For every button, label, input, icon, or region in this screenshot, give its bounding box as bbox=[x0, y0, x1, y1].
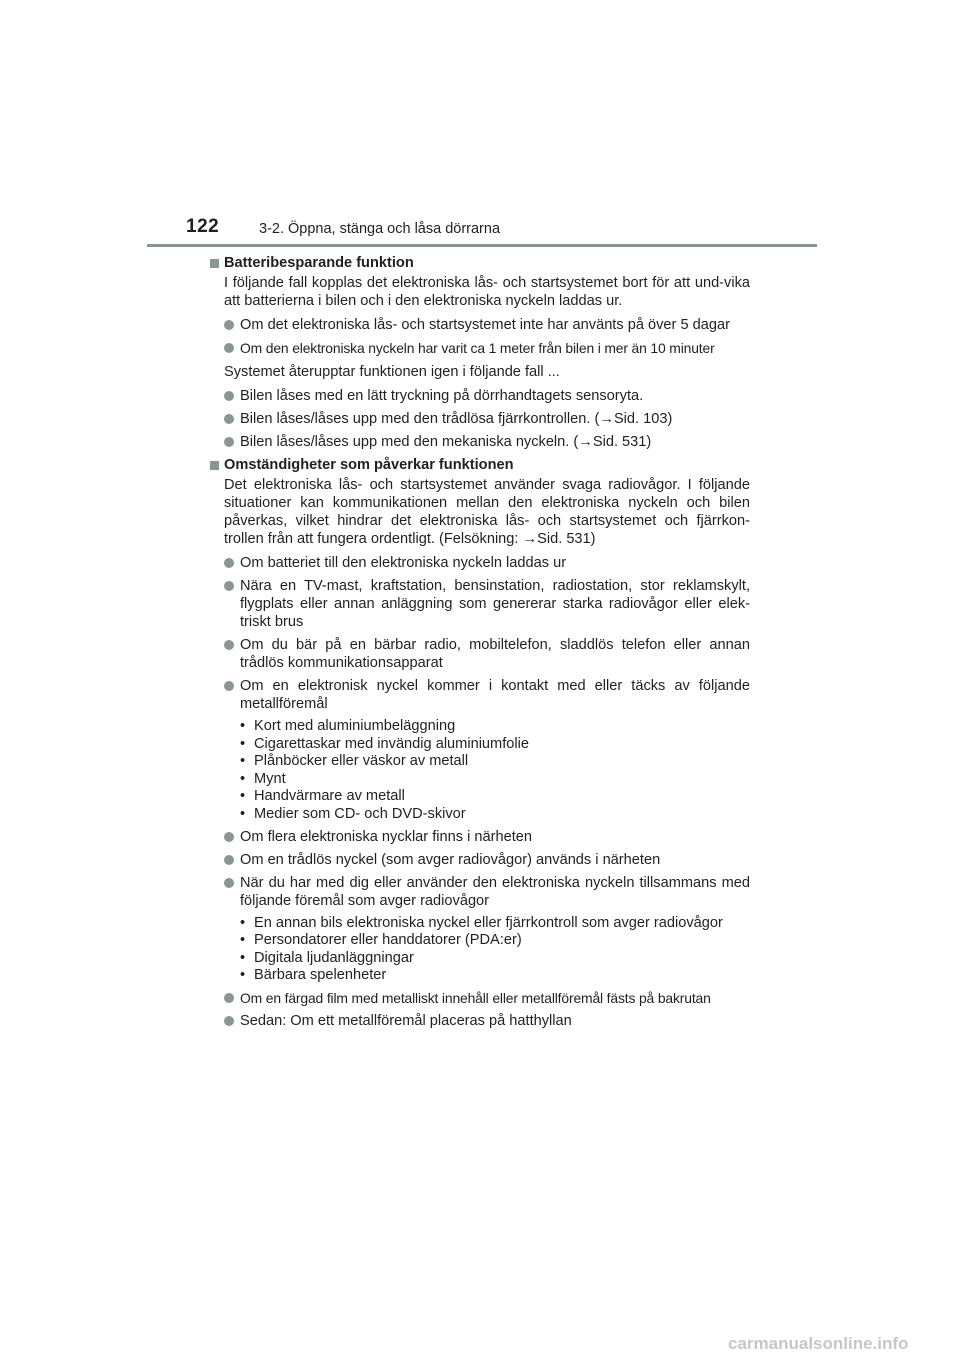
sub-list-item: • Kort med aluminiumbeläggning bbox=[240, 718, 750, 736]
list-item: Bilen låses/låses upp med den trådlösa fjärrkontrollen. (→Sid. 103) bbox=[210, 410, 750, 428]
sub-list-item: • Medier som CD- och DVD-skivor bbox=[240, 806, 750, 824]
list-item: Om batteriet till den elektroniska nyckeln laddas ur bbox=[210, 554, 750, 572]
circle-bullet-icon bbox=[224, 1016, 234, 1026]
circle-bullet-icon bbox=[224, 878, 234, 888]
radio-items-list bbox=[210, 915, 750, 985]
list-item: Om du bär på en bärbar radio, mobiltelefon, sladdlös telefon eller annan trådlös kommunikationsapparat bbox=[210, 636, 750, 672]
header-rule bbox=[147, 244, 817, 247]
square-bullet-icon bbox=[210, 259, 219, 268]
list-item: Om det elektroniska lås- och startsystemet inte har använts på över 5 dagar bbox=[210, 316, 750, 334]
page-header bbox=[0, 0, 960, 250]
page-number: 122 bbox=[186, 216, 220, 237]
circle-bullet-icon bbox=[224, 832, 234, 842]
list-item: Om en färgad film med metalliskt innehåll eller metallföremål fästs på bakrutan bbox=[210, 989, 750, 1007]
circle-bullet-icon bbox=[224, 343, 234, 353]
list-item: Bilen låses med en lätt tryckning på dörrhandtagets sensoryta. bbox=[210, 387, 750, 405]
sub-list-item: • Digitala ljudanläggningar bbox=[240, 950, 750, 968]
circle-bullet-icon bbox=[224, 320, 234, 330]
sub-list-item: • Bärbara spelenheter bbox=[240, 967, 750, 985]
list-item: Sedan: Om ett metallföremål placeras på hatthyllan bbox=[210, 1012, 750, 1030]
list-item: Nära en TV-mast, kraftstation, bensinstation, radiostation, stor reklamskylt, flygplats eller annan anläggning som genererar starka radiovågor eller elek-triskt brus bbox=[210, 577, 750, 631]
sub-list-item: • En annan bils elektroniska nyckel eller fjärrkontroll som avger radiovågor bbox=[240, 915, 750, 933]
circle-bullet-icon bbox=[224, 855, 234, 865]
chapter-title: 3-2. Öppna, stänga och låsa dörrarna bbox=[259, 221, 501, 237]
sub-list-item: • Cigarettaskar med invändig aluminiumfolie bbox=[240, 736, 750, 754]
circle-bullet-icon bbox=[224, 993, 234, 1003]
list-item: När du har med dig eller använder den elektroniska nyckeln tillsammans med följande föremål som avger radiovågor bbox=[210, 874, 750, 910]
circle-bullet-icon bbox=[224, 437, 234, 447]
list-item: Bilen låses/låses upp med den mekaniska nyckeln. (→Sid. 531) bbox=[210, 433, 750, 451]
sub-list-item: • Mynt bbox=[240, 771, 750, 789]
list-item: Om flera elektroniska nycklar finns i närheten bbox=[210, 828, 750, 846]
section1-resume: Systemet återupptar funktionen igen i följande fall ... bbox=[224, 364, 560, 380]
circle-bullet-icon bbox=[224, 558, 234, 568]
section-title-circumstances: Omständigheter som påverkar funktionen bbox=[210, 456, 750, 474]
sub-list-item: • Plånböcker eller väskor av metall bbox=[240, 753, 750, 771]
sub-list-item: • Handvärmare av metall bbox=[240, 788, 750, 806]
list-item: Om en trådlös nyckel (som avger radiovågor) används i närheten bbox=[210, 851, 750, 869]
square-bullet-icon bbox=[210, 461, 219, 470]
circle-bullet-icon bbox=[224, 581, 234, 591]
sub-list-item: • Persondatorer eller handdatorer (PDA:er) bbox=[240, 932, 750, 950]
circle-bullet-icon bbox=[224, 640, 234, 650]
circle-bullet-icon bbox=[224, 681, 234, 691]
watermark: carmanualsonline.info bbox=[728, 1334, 909, 1353]
list-item: Om en elektronisk nyckel kommer i kontakt med eller täcks av följande metallföremål bbox=[210, 677, 750, 713]
section1-intro: I följande fall kopplas det elektroniska lås- och startsystemet bort för att und-vika att batterierna i bilen och i den elektroniska nyckeln laddas ur. bbox=[224, 275, 750, 309]
list-item: Om den elektroniska nyckeln har varit ca 1 meter från bilen i mer än 10 minuter bbox=[210, 339, 750, 357]
page-content bbox=[210, 254, 750, 1035]
section2-intro: Det elektroniska lås- och startsystemet använder svaga radiovågor. I följande situationer kan kommunikationen mellan den elektroniska nyckeln och bilen påverkas, vilket hindrar det elektroniska lås- och startsystemet och fjärrkon-trollen från att fungera ordentligt. (Felsökning: →Sid. 531) bbox=[224, 477, 750, 547]
section-title-battery-saving: Batteribesparande funktion bbox=[210, 254, 750, 272]
circle-bullet-icon bbox=[224, 414, 234, 424]
circle-bullet-icon bbox=[224, 391, 234, 401]
metal-items-list bbox=[210, 718, 750, 824]
